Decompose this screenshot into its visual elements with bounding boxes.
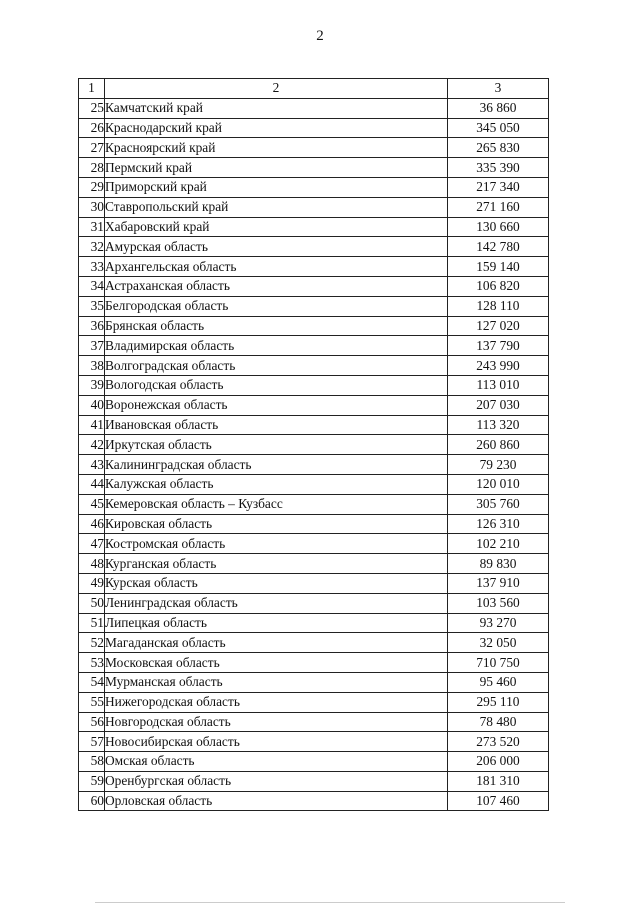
region-value: 345 050 (448, 118, 549, 138)
region-name: Нижегородская область (105, 692, 448, 712)
row-number: 56 (79, 712, 105, 732)
region-value: 113 320 (448, 415, 549, 435)
region-name: Мурманская область (105, 672, 448, 692)
row-number: 55 (79, 692, 105, 712)
region-value: 78 480 (448, 712, 549, 732)
region-name: Оренбургская область (105, 771, 448, 791)
table-row (79, 316, 549, 336)
table-row (79, 791, 549, 811)
region-name: Калужская область (105, 474, 448, 494)
table-row (79, 197, 549, 217)
row-number: 40 (79, 395, 105, 415)
region-name: Краснодарский край (105, 118, 448, 138)
region-value: 120 010 (448, 474, 549, 494)
row-number: 26 (79, 118, 105, 138)
region-name: Иркутская область (105, 435, 448, 455)
region-name: Ставропольский край (105, 197, 448, 217)
table-row (79, 534, 549, 554)
table-row (79, 633, 549, 653)
region-value: 93 270 (448, 613, 549, 633)
table-row (79, 237, 549, 257)
region-name: Кемеровская область – Кузбасс (105, 494, 448, 514)
region-value: 243 990 (448, 356, 549, 376)
region-value: 335 390 (448, 158, 549, 178)
row-number: 53 (79, 653, 105, 673)
header-col-name: 2 (105, 79, 448, 99)
row-number: 31 (79, 217, 105, 237)
region-value: 305 760 (448, 494, 549, 514)
region-value: 95 460 (448, 672, 549, 692)
bottom-scan-line (95, 902, 565, 903)
region-name: Вологодская область (105, 375, 448, 395)
region-name: Воронежская область (105, 395, 448, 415)
table-row (79, 415, 549, 435)
region-name: Астраханская область (105, 276, 448, 296)
region-value: 102 210 (448, 534, 549, 554)
table-row (79, 573, 549, 593)
region-name: Кировская область (105, 514, 448, 534)
row-number: 60 (79, 791, 105, 811)
table-row (79, 375, 549, 395)
region-value: 271 160 (448, 197, 549, 217)
data-table (78, 78, 549, 811)
region-name: Липецкая область (105, 613, 448, 633)
region-value: 32 050 (448, 633, 549, 653)
row-number: 45 (79, 494, 105, 514)
row-number: 30 (79, 197, 105, 217)
region-name: Новгородская область (105, 712, 448, 732)
region-value: 36 860 (448, 98, 549, 118)
region-value: 137 790 (448, 336, 549, 356)
row-number: 32 (79, 237, 105, 257)
table-row (79, 771, 549, 791)
table-row (79, 257, 549, 277)
region-value: 127 020 (448, 316, 549, 336)
region-value: 79 230 (448, 455, 549, 475)
region-name: Волгоградская область (105, 356, 448, 376)
region-name: Хабаровский край (105, 217, 448, 237)
region-name: Архангельская область (105, 257, 448, 277)
table-row (79, 593, 549, 613)
region-value: 137 910 (448, 573, 549, 593)
region-name: Владимирская область (105, 336, 448, 356)
table-row (79, 692, 549, 712)
region-value: 142 780 (448, 237, 549, 257)
row-number: 28 (79, 158, 105, 178)
row-number: 51 (79, 613, 105, 633)
table-row (79, 732, 549, 752)
table-row (79, 118, 549, 138)
row-number: 39 (79, 375, 105, 395)
region-value: 107 460 (448, 791, 549, 811)
region-name: Омская область (105, 752, 448, 772)
row-number: 38 (79, 356, 105, 376)
row-number: 47 (79, 534, 105, 554)
region-name: Орловская область (105, 791, 448, 811)
region-name: Ивановская область (105, 415, 448, 435)
table-row (79, 98, 549, 118)
region-name: Курганская область (105, 554, 448, 574)
region-name: Пермский край (105, 158, 448, 178)
table-row (79, 395, 549, 415)
region-name: Магаданская область (105, 633, 448, 653)
region-name: Белгородская область (105, 296, 448, 316)
table-row (79, 217, 549, 237)
region-value: 106 820 (448, 276, 549, 296)
row-number: 25 (79, 98, 105, 118)
table-row (79, 712, 549, 732)
row-number: 44 (79, 474, 105, 494)
row-number: 59 (79, 771, 105, 791)
row-number: 58 (79, 752, 105, 772)
row-number: 48 (79, 554, 105, 574)
table-row (79, 474, 549, 494)
header-row (79, 79, 549, 99)
row-number: 35 (79, 296, 105, 316)
row-number: 54 (79, 672, 105, 692)
region-name: Новосибирская область (105, 732, 448, 752)
row-number: 33 (79, 257, 105, 277)
region-value: 128 110 (448, 296, 549, 316)
region-value: 273 520 (448, 732, 549, 752)
row-number: 41 (79, 415, 105, 435)
row-number: 43 (79, 455, 105, 475)
region-name: Брянская область (105, 316, 448, 336)
region-name: Курская область (105, 573, 448, 593)
row-number: 29 (79, 177, 105, 197)
region-value: 113 010 (448, 375, 549, 395)
region-value: 295 110 (448, 692, 549, 712)
row-number: 49 (79, 573, 105, 593)
table-row (79, 672, 549, 692)
table-header (79, 79, 549, 99)
region-value: 710 750 (448, 653, 549, 673)
table-row (79, 138, 549, 158)
row-number: 36 (79, 316, 105, 336)
table-row (79, 514, 549, 534)
region-value: 126 310 (448, 514, 549, 534)
page-number: 2 (316, 28, 324, 44)
table-row (79, 356, 549, 376)
region-name: Калининградская область (105, 455, 448, 475)
table-row (79, 494, 549, 514)
region-name: Камчатский край (105, 98, 448, 118)
header-col-value: 3 (448, 79, 549, 99)
row-number: 46 (79, 514, 105, 534)
region-name: Приморский край (105, 177, 448, 197)
region-value: 207 030 (448, 395, 549, 415)
row-number: 42 (79, 435, 105, 455)
region-name: Ленинградская область (105, 593, 448, 613)
row-number: 50 (79, 593, 105, 613)
table-row (79, 276, 549, 296)
region-value: 265 830 (448, 138, 549, 158)
region-name: Костромская область (105, 534, 448, 554)
table-row (79, 653, 549, 673)
row-number: 27 (79, 138, 105, 158)
table-row (79, 158, 549, 178)
region-value: 217 340 (448, 177, 549, 197)
region-name: Красноярский край (105, 138, 448, 158)
table-row (79, 336, 549, 356)
region-name: Амурская область (105, 237, 448, 257)
region-value: 130 660 (448, 217, 549, 237)
table-row (79, 752, 549, 772)
region-value: 159 140 (448, 257, 549, 277)
region-value: 89 830 (448, 554, 549, 574)
table-row (79, 554, 549, 574)
table-row (79, 455, 549, 475)
region-value: 181 310 (448, 771, 549, 791)
row-number: 57 (79, 732, 105, 752)
table-body (79, 98, 549, 811)
table-row (79, 177, 549, 197)
row-number: 37 (79, 336, 105, 356)
table-row (79, 296, 549, 316)
region-value: 103 560 (448, 593, 549, 613)
region-value: 206 000 (448, 752, 549, 772)
region-value: 260 860 (448, 435, 549, 455)
header-col-number: 1 (79, 79, 105, 99)
table-row (79, 613, 549, 633)
table-row (79, 435, 549, 455)
region-name: Московская область (105, 653, 448, 673)
row-number: 34 (79, 276, 105, 296)
row-number: 52 (79, 633, 105, 653)
